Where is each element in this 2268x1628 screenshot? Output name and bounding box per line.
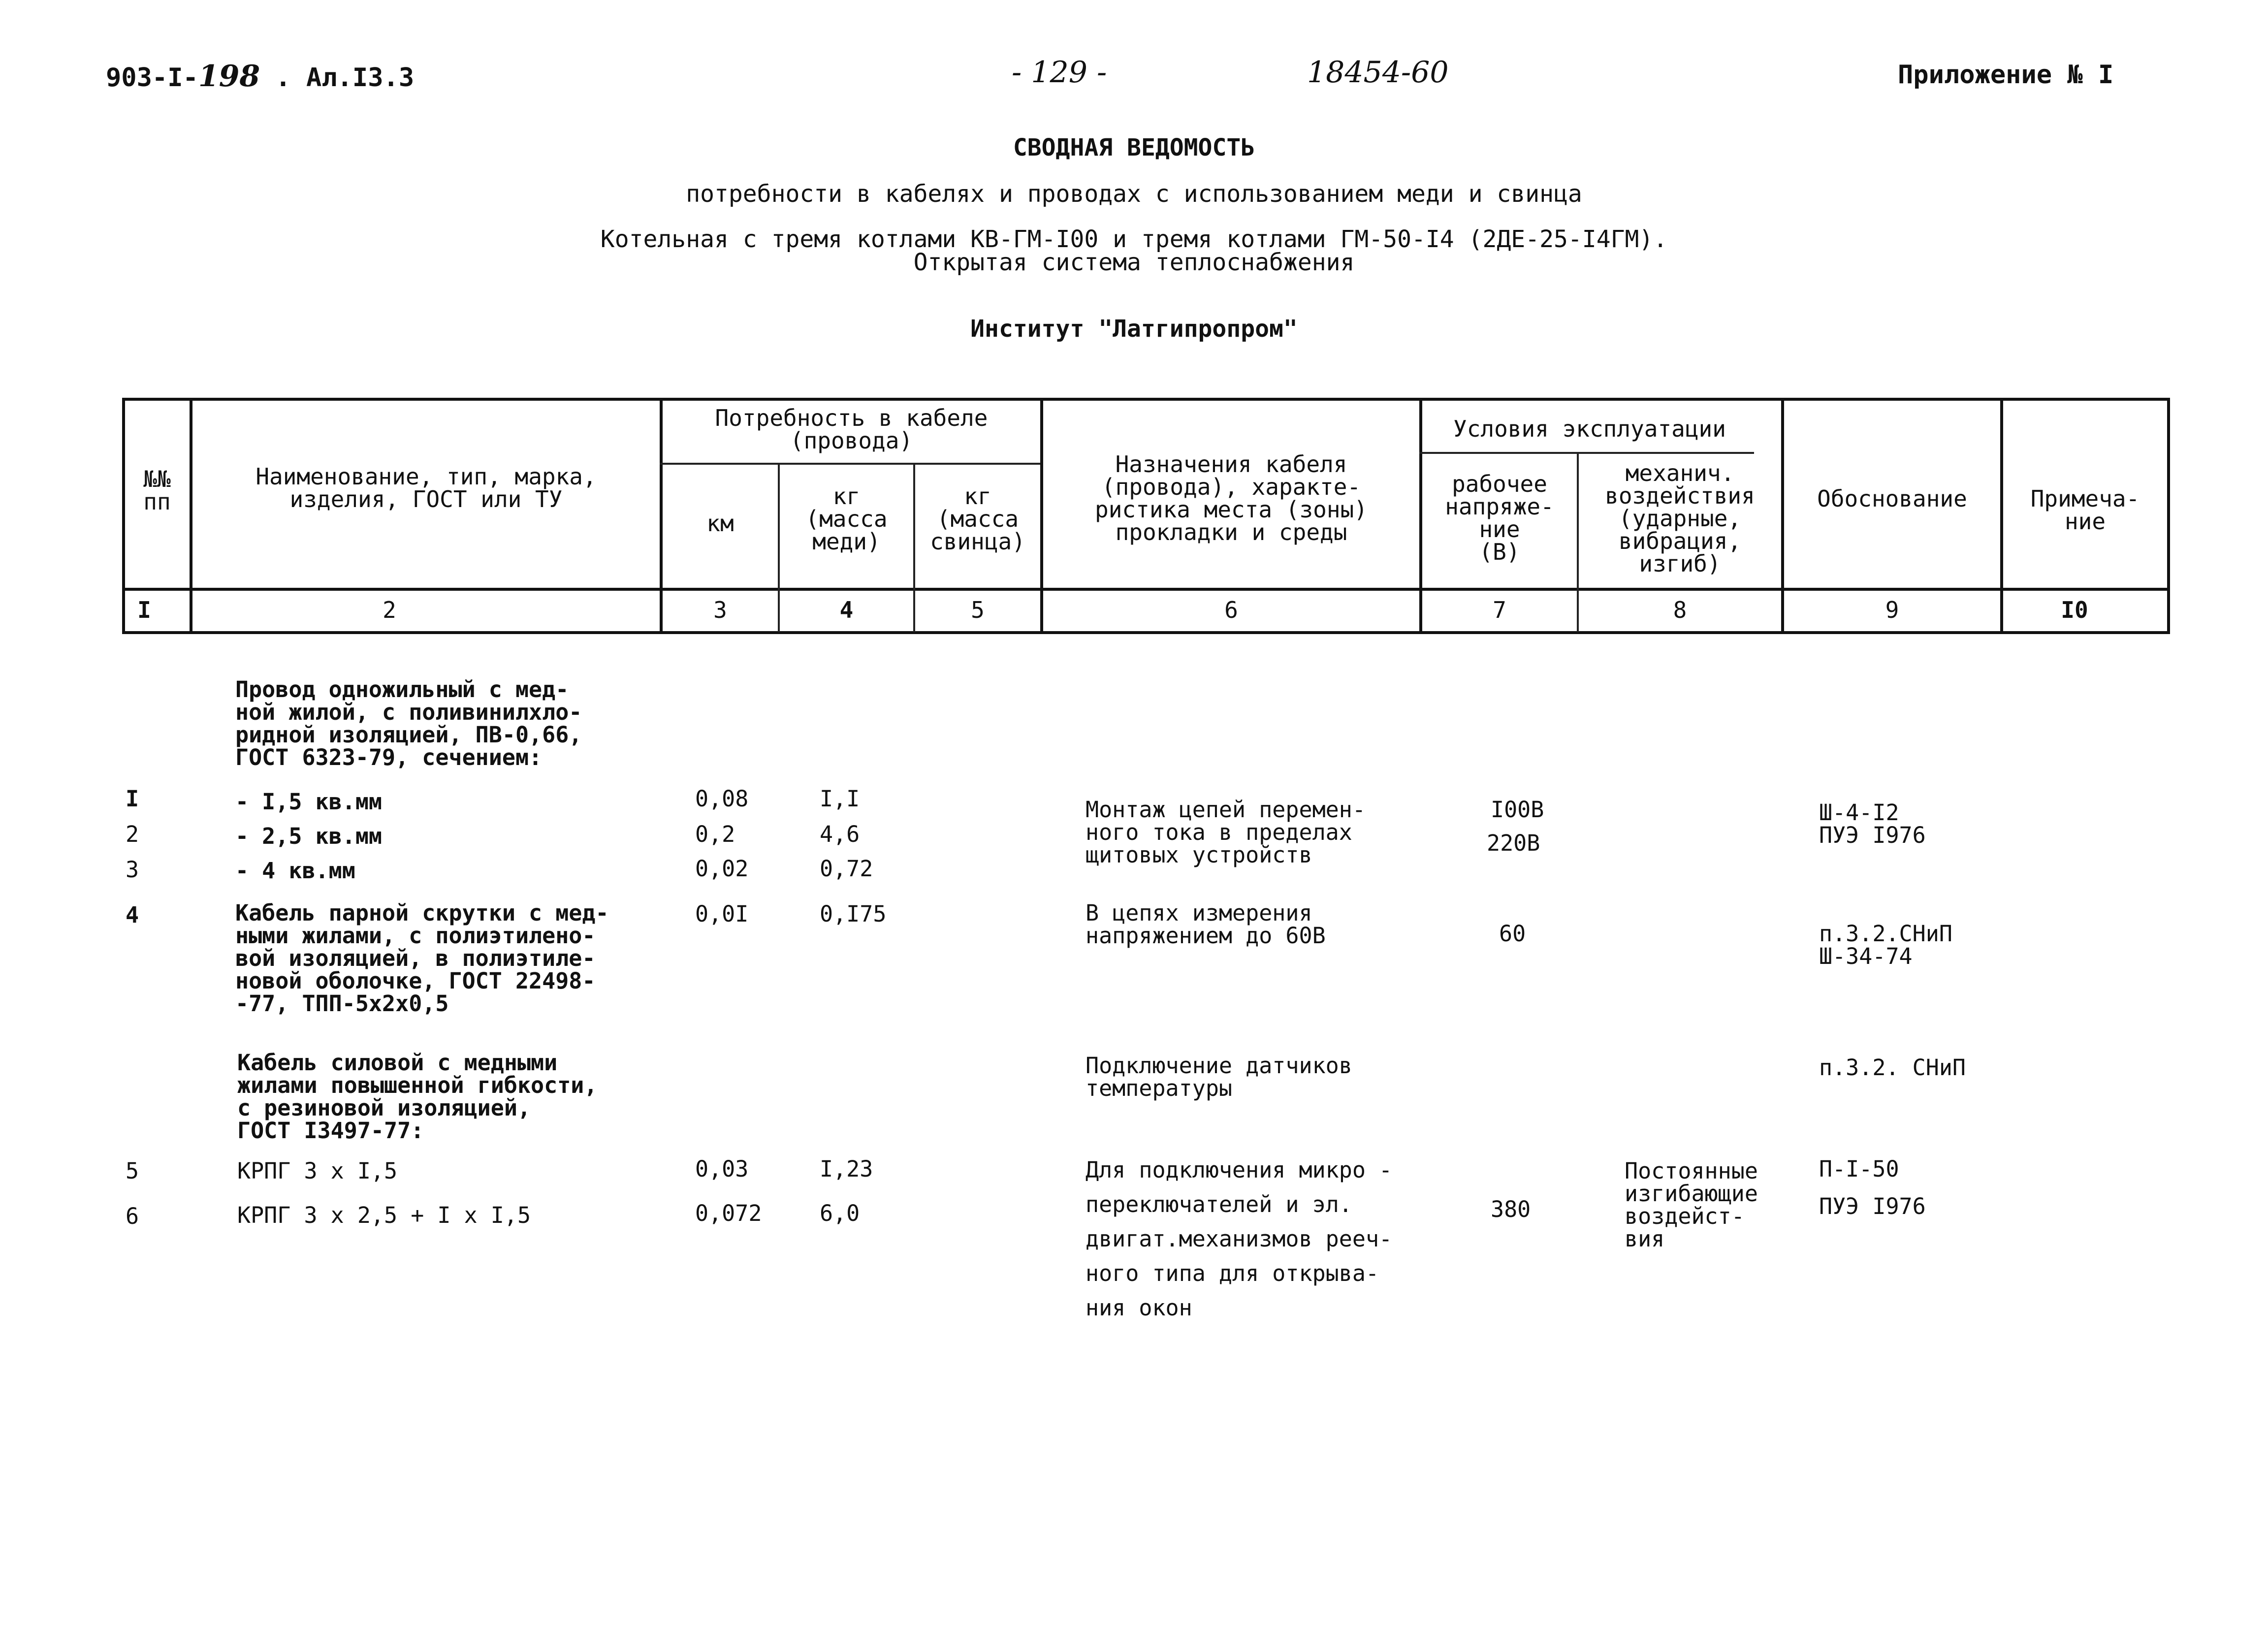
row-name: - 4 кв.мм	[235, 858, 355, 884]
header-name: Наименование, тип, марка, изделия, ГОСТ или ТУ	[256, 463, 597, 512]
header-basis: Обоснование	[1817, 485, 1967, 512]
col-number-10: I0	[2061, 597, 2088, 623]
table-bottom-border	[122, 631, 2170, 634]
col-number-4: 4	[839, 597, 854, 623]
col-number-5: 5	[971, 597, 985, 623]
row-km: 0,08	[695, 786, 749, 812]
row-kg-copper: 0,I75	[820, 901, 887, 927]
header-note: Примеча- ние	[2030, 485, 2140, 535]
row-no: 6	[126, 1203, 139, 1229]
group1-voltage-2: 220В	[1487, 830, 1540, 856]
header-km: км	[706, 510, 734, 537]
col-number-6: 6	[1224, 597, 1238, 623]
row-name: - 2,5 кв.мм	[235, 823, 383, 849]
header-purpose: Назначения кабеля (провода), характе- ристика места (зоны) прокладки и среды	[1095, 451, 1368, 545]
col-number-3: 3	[713, 597, 727, 623]
row-basis: П-I-50	[1819, 1156, 1899, 1182]
row-no: 4	[126, 902, 139, 928]
header-mech: механич. воздействия (ударные, вибрация, изгиб)	[1605, 460, 1755, 577]
row-name: КРПГ 3 х I,5	[237, 1158, 398, 1184]
row-name: КРПГ 3 х 2,5 + I х I,5	[237, 1202, 531, 1228]
header-voltage: рабочее напряже- ние (В)	[1445, 471, 1554, 565]
table-right-border	[2167, 398, 2170, 634]
table-mid-border	[122, 588, 2170, 591]
row-km: 0,0I	[695, 901, 749, 927]
row-km: 0,2	[695, 821, 735, 847]
table-top-border	[122, 398, 2170, 401]
doc-code-suffix: . Ал.I3.3	[260, 63, 415, 93]
row-no: 2	[126, 821, 139, 847]
row-no: 5	[126, 1158, 139, 1184]
doc-code-handwritten: 198	[198, 59, 260, 94]
need-subheader-line	[660, 463, 1040, 465]
row-km: 0,03	[695, 1156, 749, 1182]
group2-voltage: 380	[1491, 1196, 1531, 1222]
row-kg-copper: 6,0	[820, 1200, 860, 1226]
header-need: Потребность в кабеле (провода)	[715, 405, 988, 454]
col-number-7: 7	[1493, 597, 1506, 623]
group1-basis: Ш-4-I2 ПУЭ I976	[1819, 799, 1926, 848]
doc-subtitle: потребности в кабелях и проводах с использованием меди и свинца	[686, 180, 1582, 208]
row-name: Кабель парной скрутки с мед- ными жилами, с полиэтилено- вой изоляцией, в полиэтиле- новой оболочке, ГОСТ 22498- -77, ТПП-5х2х0,5	[235, 900, 609, 1017]
doc-code-prefix: 903-I-	[106, 63, 198, 93]
doc-object: Котельная с тремя котлами КВ-ГМ-I00 и тремя котлами ГМ-50-I4 (2ДЕ-25-I4ГМ).	[600, 225, 1668, 253]
group1-purpose: Монтаж цепей перемен- ного тока в пределах щитовых устройств	[1086, 797, 1366, 868]
page-number: - 129 -	[1012, 55, 1107, 90]
group2-mech: Постоянные изгибающие воздейст- вия	[1625, 1158, 1758, 1252]
row-km: 0,02	[695, 856, 749, 882]
row-no: 3	[126, 857, 139, 883]
group2-purpose: Подключение датчиков температуры	[1086, 1053, 1352, 1101]
col-number-9: 9	[1885, 597, 1899, 623]
col-number-8: 8	[1673, 597, 1687, 623]
col-number-2: 2	[383, 597, 396, 623]
group2-basis: п.3.2. СНиП	[1819, 1054, 1966, 1081]
row-purpose: В цепях измерения напряжением до 60В	[1086, 900, 1326, 949]
row-name: - I,5 кв.мм	[235, 789, 383, 815]
header-kg-lead: кг (масса свинца)	[930, 483, 1025, 555]
row-km: 0,072	[695, 1200, 762, 1226]
group2-rows-purpose: Для подключения микро - переключателей и эл. двигат.механизмов рееч- ного типа для открыва- ния окон	[1086, 1157, 1393, 1321]
row-no: I	[126, 786, 139, 812]
group2-title: Кабель силовой с медными жилами повышенной гибкости, с резиновой изоляцией, ГОСТ I3497-77:	[237, 1050, 598, 1144]
row-kg-copper: 0,72	[820, 856, 873, 882]
col-number-1: I	[137, 597, 151, 623]
row-kg-copper: I,23	[820, 1156, 873, 1182]
group1-title: Провод одножильный с мед- ной жилой, с поливинилхло- ридной изоляцией, ПВ-0,66, ГОСТ 6323-79, сечением:	[235, 676, 582, 770]
conditions-subheader-line	[1419, 452, 1754, 454]
header-kg-copper: кг (масса меди)	[805, 483, 888, 555]
group1-voltage-1: I00В	[1491, 797, 1544, 823]
row-kg-copper: I,I	[820, 786, 860, 812]
row-kg-copper: 4,6	[820, 821, 860, 847]
doc-code	[106, 59, 414, 94]
appendix-label: Приложение № I	[1898, 60, 2114, 90]
doc-system: Открытая система теплоснабжения	[913, 249, 1355, 276]
header-conditions: Условия эксплуатации	[1453, 415, 1726, 442]
row-voltage: 60	[1499, 921, 1526, 947]
doc-title: СВОДНАЯ ВЕДОМОСТЬ	[1013, 134, 1255, 161]
doc-institute: Институт "Латгипропром"	[970, 315, 1298, 343]
header-no: №№ пп	[143, 466, 171, 515]
archive-number: 18454-60	[1307, 55, 1449, 90]
row-basis: ПУЭ I976	[1819, 1193, 1926, 1219]
row-basis: п.3.2.СНиП Ш-34-74	[1819, 921, 1952, 969]
